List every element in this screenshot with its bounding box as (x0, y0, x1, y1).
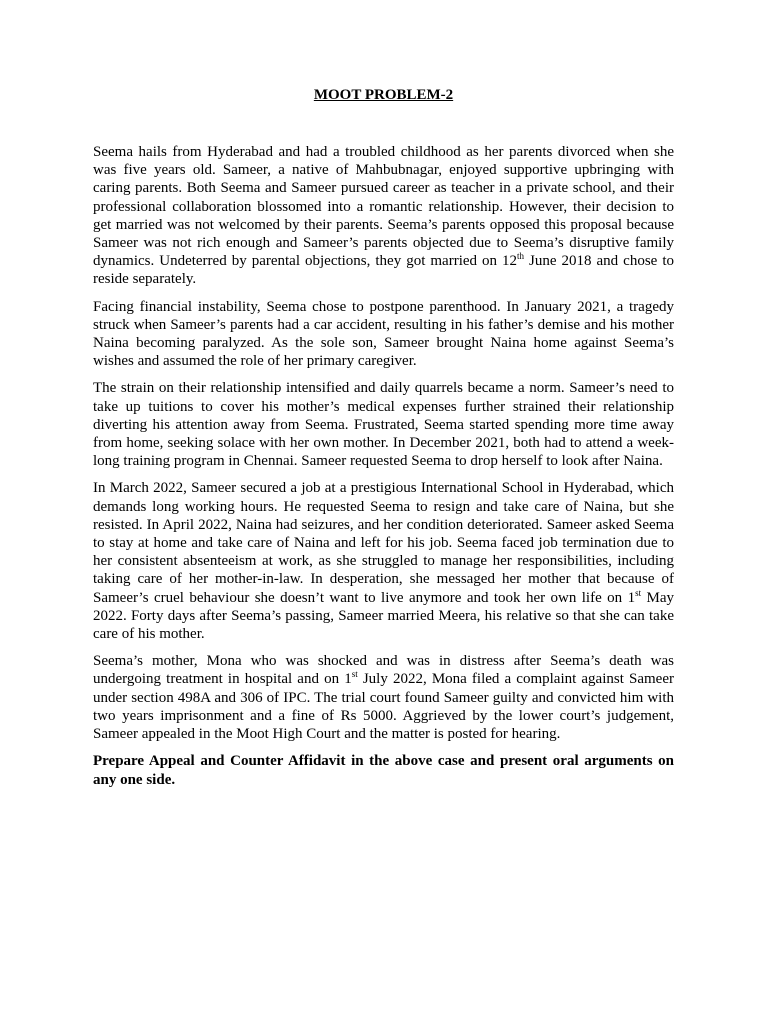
paragraph-text: Seema hails from Hyderabad and had a troubled childhood as her parents divorced when she was five years old. Sameer, a native of Mahbubnagar, enjoyed supportive upbringing with caring parents. Both Seema and Sameer pursued career as teacher in a private school, and their professional collaboration blossomed into a romantic relationship. However, their decision to get married was not welcomed by their parents. Seema’s parents opposed this proposal because Sameer was not rich enough and Sameer’s parents objected due to Seema’s disruptive family dynamics. Undeterred by parental objections, they got married on 12 (93, 144, 674, 270)
paragraph-text: In March 2022, Sameer secured a job at a prestigious International School in Hyderabad, which demands long working hours. He requested Seema to resign and take care of Naina, but she resisted. In April 2022, Naina had seizures, and her condition deteriorated. Sameer asked Seema to stay at home and take care of Naina and left for his job. Seema faced job termination due to her consistent absenteeism at work, as she struggled to manage her responsibilities, including taking care of her mother-in-law. In desperation, she messaged her mother that because of Sameer’s cruel behaviour she doesn’t want to live anymore and took her own life on 1 (93, 480, 674, 606)
paragraph-4 (93, 479, 674, 643)
paragraph-text: July 2022, Mona filed a complaint against Sameer under section 498A and 306 of IPC. The trial court found Sameer guilty and convicted him with two years imprisonment and a fine of Rs 5000. Aggrieved by the lower court’s judgement, Sameer appealed in the Moot High Court and the matter is posted for hearing. (93, 671, 674, 743)
paragraph-text: Facing financial instability, Seema chose to postpone parenthood. In January 2021, a tragedy struck when Sameer’s parents had a car accident, resulting in his father’s demise and his mother Naina becoming paralyzed. As the sole son, Sameer brought Naina home against Seema’s wishes and assumed the role of her primary caregiver. (93, 298, 674, 370)
paragraph-text: The strain on their relationship intensified and daily quarrels became a norm. Sameer’s need to take up tuitions to cover his mother’s medical expenses further strained their relationship diverting his attention away from Seema. Frustrated, Seema started spending more time away from home, seeking solace with her own mother. In December 2021, both had to attend a week-long training program in Chennai. Sameer requested Seema to drop herself to look after Naina. (93, 380, 674, 470)
document-page (93, 84, 674, 798)
paragraph-text: Seema’s mother, Mona who was shocked and was in distress after Seema’s death was undergoing treatment in hospital and on 1 (93, 653, 674, 688)
paragraph-5 (93, 652, 674, 743)
paragraph-3 (93, 379, 674, 470)
paragraph-text: May 2022. Forty days after Seema’s passing, Sameer married Meera, his relative so that she can take care of his mother. (93, 589, 674, 643)
paragraph-1 (93, 143, 674, 289)
ordinal-suffix: st (635, 587, 642, 598)
ordinal-suffix: th (517, 251, 525, 262)
instruction-paragraph: Prepare Appeal and Counter Affidavit in the above case and present oral arguments on any one side. (93, 753, 674, 788)
ordinal-suffix: st (351, 669, 358, 680)
paragraph-2 (93, 298, 674, 371)
paragraph-text: June 2018 and chose to reside separately. (93, 253, 674, 288)
document-title: MOOT PROBLEM-2 (313, 87, 454, 103)
